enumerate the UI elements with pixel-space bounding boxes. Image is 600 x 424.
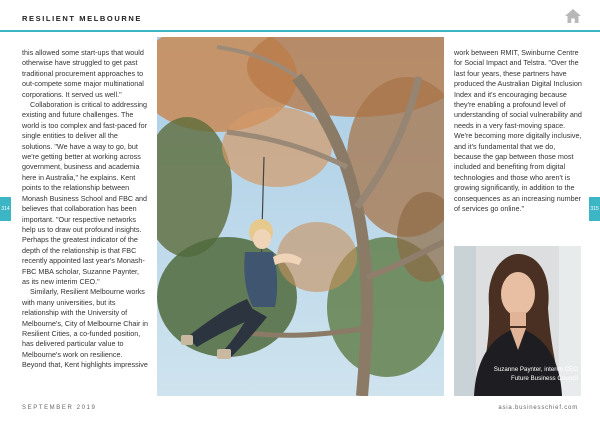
left-text-column — [22, 48, 148, 371]
header-title: RESILIENT MELBOURNE — [22, 14, 142, 23]
portrait-caption — [474, 366, 578, 383]
left-paragraph-3: Similarly, Resilient Melbourne works with many universities, but its relationship with the University of Melbourne's, City of Melbourne Chair in Resilient Cities, a co-funded position, has delivered particular value to Melbourne's work on resilience. Beyond that, Kent highlights impressive — [22, 287, 149, 370]
caption-organization: Future Business Council — [510, 374, 578, 382]
right-paragraph-1: work between RMIT, Swinburne Centre for Social Impact and Telstra. "Over the last four years, these partners have produced the Australian Digital Inclusion Index and it's encouraging because they're enabling a profound level of understanding of social vulnerability and needs in a very fast-moving space. We're becoming more digitally inclusive, and it's fundamental that we do, because the gap between those most included and benefiting from digital technologies and those who aren't is growing significantly, in addition to the consequences as an increasing number of services go online." — [454, 48, 582, 214]
left-paragraph-1: this allowed some start-ups that would otherwise have struggled to get past traditional procurement approaches to out-compete some major multinational corporations. It served us well." — [22, 48, 144, 99]
footer-date: SEPTEMBER 2019 — [22, 405, 97, 411]
right-text-column — [454, 48, 582, 215]
caption-name: Suzanne Paynter, interim CEO — [493, 366, 578, 373]
left-paragraph-2: Collaboration is critical to addressing existing and future challenges. The world is too complex and fast-paced for single entities to deliver all the solutions. "We have a way to go, but we're getting better at working across government, business and academia here in Australia," he explains. Kent points to the relationship between Monash Business School and FBC and believes that collaboration has been important. "Our respective networks help us to draw out profound insights. Perhaps the greatest indicator of the depth of the relationship is that FBC recently appointed last year's Monash-FBC MBA scholar, Suzanne Paynter, as its new interim CEO." — [22, 100, 148, 286]
footer-url[interactable]: asia.businesschief.com — [498, 405, 578, 411]
home-icon[interactable] — [565, 9, 581, 23]
top-rule — [0, 30, 600, 32]
page-number-left: 314 — [0, 197, 11, 221]
tree-swing-photo — [157, 37, 444, 396]
page-number-right: 315 — [589, 197, 600, 221]
